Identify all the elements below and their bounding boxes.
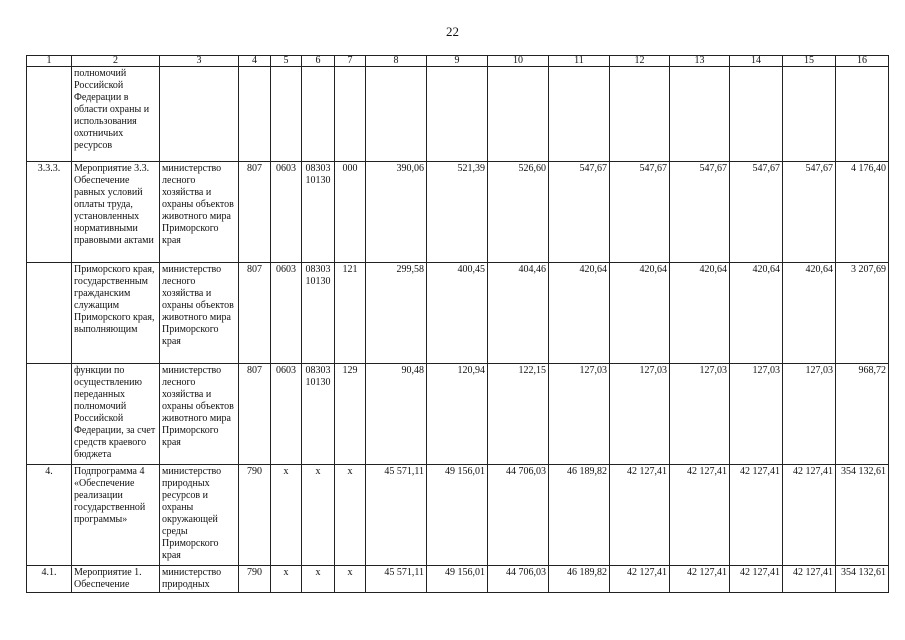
- col-7: 129: [335, 364, 366, 465]
- value-cell: [549, 67, 610, 162]
- row-title: Подпрограмма 4 «Обеспечение реализации государственной программы»: [72, 465, 160, 566]
- value-cell: 4 176,40: [836, 162, 889, 263]
- value-cell: 42 127,41: [783, 465, 836, 566]
- value-cell: 400,45: [427, 263, 488, 364]
- col-6: 08303 10130: [302, 263, 335, 364]
- value-cell: 420,64: [610, 263, 670, 364]
- executor: министерство лесного хозяйства и охраны объектов животного мира Приморского края: [160, 263, 239, 364]
- value-cell: [836, 67, 889, 162]
- value-cell: 547,67: [783, 162, 836, 263]
- column-header: 7: [335, 56, 366, 67]
- row-title: Приморского края, государственным гражданским служащим Приморского края, выполняющим: [72, 263, 160, 364]
- row-number: 4.1.: [27, 566, 72, 593]
- col-5: х: [271, 465, 302, 566]
- value-cell: 46 189,82: [549, 566, 610, 593]
- value-cell: 390,06: [366, 162, 427, 263]
- value-cell: 42 127,41: [730, 465, 783, 566]
- header-row: [27, 56, 889, 67]
- value-cell: [783, 67, 836, 162]
- col-7: [335, 67, 366, 162]
- row-number: [27, 263, 72, 364]
- value-cell: 44 706,03: [488, 465, 549, 566]
- executor: [160, 67, 239, 162]
- value-cell: 521,39: [427, 162, 488, 263]
- col-4: [239, 67, 271, 162]
- row-title: Мероприятие 1. Обеспечение: [72, 566, 160, 593]
- col-7: х: [335, 465, 366, 566]
- column-header: 1: [27, 56, 72, 67]
- value-cell: 354 132,61: [836, 465, 889, 566]
- page-number: 22: [446, 24, 459, 39]
- row-title: функции по осуществлению переданных полномочий Российской Федерации, за счет средств краевого бюджета: [72, 364, 160, 465]
- value-cell: [427, 67, 488, 162]
- value-cell: 526,60: [488, 162, 549, 263]
- value-cell: 49 156,01: [427, 465, 488, 566]
- column-header: 14: [730, 56, 783, 67]
- value-cell: 420,64: [783, 263, 836, 364]
- col-5: 0603: [271, 364, 302, 465]
- value-cell: 42 127,41: [670, 566, 730, 593]
- col-7: х: [335, 566, 366, 593]
- value-cell: 49 156,01: [427, 566, 488, 593]
- value-cell: 127,03: [549, 364, 610, 465]
- col-7: 121: [335, 263, 366, 364]
- col-4: 807: [239, 263, 271, 364]
- column-header: 16: [836, 56, 889, 67]
- column-header: 9: [427, 56, 488, 67]
- value-cell: 42 127,41: [610, 566, 670, 593]
- value-cell: 90,48: [366, 364, 427, 465]
- value-cell: 420,64: [670, 263, 730, 364]
- column-header: 12: [610, 56, 670, 67]
- value-cell: [670, 67, 730, 162]
- col-7: 000: [335, 162, 366, 263]
- table-row: [27, 566, 889, 593]
- value-cell: [488, 67, 549, 162]
- row-number: 4.: [27, 465, 72, 566]
- value-cell: 127,03: [610, 364, 670, 465]
- table-row: [27, 263, 889, 364]
- executor: министерство лесного хозяйства и охраны объектов животного мира Приморского края: [160, 162, 239, 263]
- col-6: х: [302, 566, 335, 593]
- value-cell: 968,72: [836, 364, 889, 465]
- table-row: [27, 67, 889, 162]
- row-number: [27, 364, 72, 465]
- value-cell: 299,58: [366, 263, 427, 364]
- table-row: [27, 364, 889, 465]
- column-header: 6: [302, 56, 335, 67]
- column-header: 15: [783, 56, 836, 67]
- value-cell: 42 127,41: [730, 566, 783, 593]
- budget-table: [26, 55, 889, 593]
- value-cell: 420,64: [730, 263, 783, 364]
- value-cell: 42 127,41: [610, 465, 670, 566]
- value-cell: 547,67: [730, 162, 783, 263]
- column-header: 4: [239, 56, 271, 67]
- column-header: 2: [72, 56, 160, 67]
- value-cell: 547,67: [610, 162, 670, 263]
- value-cell: [610, 67, 670, 162]
- table-row: [27, 162, 889, 263]
- value-cell: 547,67: [670, 162, 730, 263]
- value-cell: 127,03: [783, 364, 836, 465]
- col-6: х: [302, 465, 335, 566]
- row-number: [27, 67, 72, 162]
- value-cell: 354 132,61: [836, 566, 889, 593]
- row-title: Мероприятие 3.3. Обеспечение равных условий оплаты труда, установленных нормативными правовыми актами: [72, 162, 160, 263]
- executor: министерство природных ресурсов и охраны окружающей среды Приморского края: [160, 465, 239, 566]
- executor: министерство природных: [160, 566, 239, 593]
- value-cell: [366, 67, 427, 162]
- value-cell: 404,46: [488, 263, 549, 364]
- value-cell: 127,03: [730, 364, 783, 465]
- col-4: 807: [239, 162, 271, 263]
- value-cell: 42 127,41: [670, 465, 730, 566]
- value-cell: [730, 67, 783, 162]
- value-cell: 122,15: [488, 364, 549, 465]
- column-header: 11: [549, 56, 610, 67]
- col-5: х: [271, 566, 302, 593]
- executor: министерство лесного хозяйства и охраны объектов животного мира Приморского края: [160, 364, 239, 465]
- column-header: 13: [670, 56, 730, 67]
- value-cell: 46 189,82: [549, 465, 610, 566]
- column-header: 10: [488, 56, 549, 67]
- column-header: 8: [366, 56, 427, 67]
- column-header: 5: [271, 56, 302, 67]
- column-header: 3: [160, 56, 239, 67]
- col-6: 08303 10130: [302, 162, 335, 263]
- col-6: 08303 10130: [302, 364, 335, 465]
- value-cell: 420,64: [549, 263, 610, 364]
- row-title: полномочий Российской Федерации в области охраны и использования охотничьих ресурсов: [72, 67, 160, 162]
- col-4: 790: [239, 465, 271, 566]
- value-cell: 42 127,41: [783, 566, 836, 593]
- value-cell: 44 706,03: [488, 566, 549, 593]
- value-cell: 127,03: [670, 364, 730, 465]
- col-5: 0603: [271, 263, 302, 364]
- col-5: 0603: [271, 162, 302, 263]
- value-cell: 547,67: [549, 162, 610, 263]
- row-number: 3.3.3.: [27, 162, 72, 263]
- col-4: 807: [239, 364, 271, 465]
- value-cell: 120,94: [427, 364, 488, 465]
- value-cell: 3 207,69: [836, 263, 889, 364]
- value-cell: 45 571,11: [366, 465, 427, 566]
- col-6: [302, 67, 335, 162]
- table-row: [27, 465, 889, 566]
- value-cell: 45 571,11: [366, 566, 427, 593]
- col-5: [271, 67, 302, 162]
- col-4: 790: [239, 566, 271, 593]
